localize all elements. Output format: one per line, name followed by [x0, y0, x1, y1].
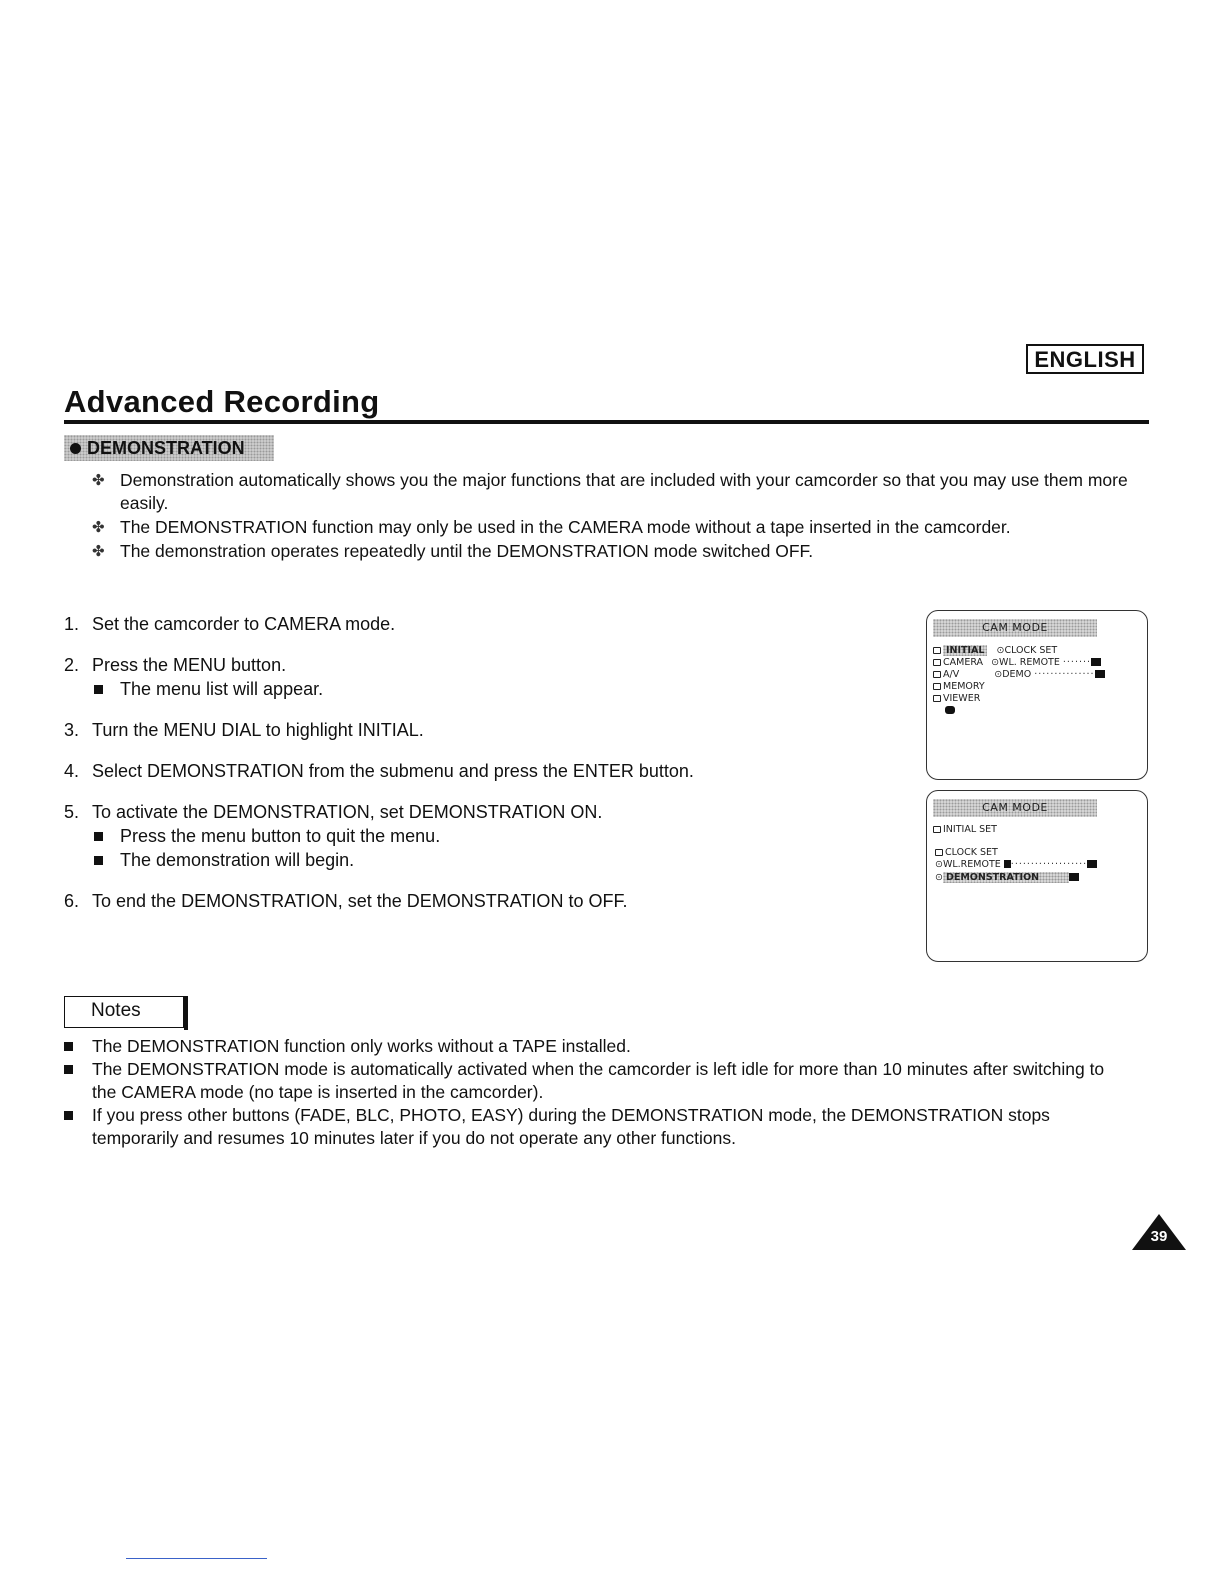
step-text: Turn the MENU DIAL to highlight INITIAL.: [92, 720, 424, 740]
folder-icon: [933, 826, 941, 833]
submenu-item: CLOCK SET: [945, 847, 998, 858]
notes-list: [64, 1035, 1114, 1150]
radio-icon: ⊙: [994, 669, 1003, 680]
notes-label: Notes: [64, 996, 184, 1028]
menu-row: [935, 872, 1079, 883]
menu-row: [933, 693, 980, 704]
page-number: [1131, 1213, 1187, 1251]
dot-leader: ·······: [1062, 657, 1092, 668]
step-subitem: Press the menu button to quit the menu.: [92, 824, 904, 848]
menu-row: [933, 681, 985, 692]
submenu-item: WL. REMOTE: [999, 657, 1060, 668]
menu-screen-1: [926, 610, 1148, 780]
folder-icon: [933, 683, 941, 690]
menu-item: MEMORY: [943, 681, 985, 692]
step-6: [64, 889, 904, 913]
step-subitem: The demonstration will begin.: [92, 848, 904, 872]
intro-item: ✤ The DEMONSTRATION function may only be used in the CAMERA mode without a tape inserted in the camcorder.: [92, 517, 1011, 537]
step-1: [64, 612, 904, 636]
step-5: [64, 800, 904, 872]
submenu-item: CLOCK SET: [1004, 645, 1058, 656]
screen-header: CAM MODE: [933, 799, 1097, 817]
diamond-bullet-icon: ✤: [92, 519, 105, 536]
title-divider: [64, 420, 1149, 424]
square-bullet-icon: [94, 685, 103, 694]
footer-line: [126, 1558, 267, 1559]
square-bullet-icon: [64, 1111, 73, 1120]
folder-icon: [933, 647, 941, 654]
menu-screen-2: [926, 790, 1148, 962]
dot-leader: ···················: [1010, 859, 1088, 870]
radio-icon: ⊙: [935, 872, 943, 883]
section-label: DEMONSTRATION: [87, 438, 245, 458]
remote-icon: [1004, 860, 1011, 868]
intro-item: ✤ The demonstration operates repeatedly until the DEMONSTRATION mode switched OFF.: [92, 541, 814, 561]
step-number: 1.: [64, 614, 80, 634]
radio-icon: ⊙: [996, 645, 1005, 656]
intro-item: ✤ Demonstration automatically shows you the major functions that are included with your camcorder so that you may use them more easily.: [92, 470, 1128, 513]
menu-row: [935, 859, 1097, 870]
page-title: Advanced Recording: [64, 384, 380, 419]
step-number: 2.: [64, 655, 80, 675]
square-bullet-icon: [94, 832, 103, 841]
diamond-bullet-icon: ✤: [92, 472, 105, 489]
folder-icon: [933, 671, 941, 678]
menu-item: A/V: [943, 669, 960, 680]
menu-row: [933, 657, 1101, 668]
step-subitem: The menu list will appear.: [92, 677, 904, 701]
step-number: 5.: [64, 802, 80, 822]
step-text: Press the MENU button.: [92, 655, 287, 675]
value-block-icon: [1095, 670, 1105, 678]
square-bullet-icon: [64, 1065, 73, 1074]
folder-icon: [933, 695, 941, 702]
page-number-text: 39: [1150, 1228, 1168, 1245]
dot-leader: ···············: [1034, 669, 1095, 680]
submenu-item: DEMO: [1002, 669, 1032, 680]
menu-row: [933, 645, 1057, 656]
step-text: Set the camcorder to CAMERA mode.: [92, 614, 396, 634]
intro-list: [92, 469, 1142, 564]
step-number: 3.: [64, 720, 80, 740]
menu-row: [933, 824, 997, 835]
steps-list: [64, 612, 904, 930]
radio-icon: ⊙: [991, 657, 1000, 668]
value-block-icon: [1087, 860, 1097, 868]
step-text: To end the DEMONSTRATION, set the DEMONSTRATION to OFF.: [92, 891, 628, 911]
value-block-icon: [1091, 658, 1101, 666]
folder-icon: [933, 659, 941, 666]
language-badge: ENGLISH: [1026, 344, 1144, 374]
step-4: [64, 759, 904, 783]
menu-row: [945, 705, 955, 716]
folder-icon: [935, 849, 943, 856]
note-item: If you press other buttons (FADE, BLC, PHOTO, EASY) during the DEMONSTRATION mode, the DEMONSTRATION stops temporarily and resumes 10 minutes later if you do not operate any other functions.: [64, 1104, 1114, 1150]
note-item: The DEMONSTRATION mode is automatically activated when the camcorder is left idle for more than 10 minutes after switching to the CAMERA mode (no tape is inserted in the camcorder).: [64, 1058, 1114, 1104]
menu-item: VIEWER: [943, 693, 981, 704]
submenu-item: WL.REMOTE: [942, 859, 1001, 870]
menu-item-initial: INITIAL: [943, 645, 987, 656]
radio-icon: ⊙: [935, 859, 943, 870]
step-number: 6.: [64, 891, 80, 911]
square-bullet-icon: [94, 856, 103, 865]
menu-row: [933, 669, 1105, 680]
note-item: The DEMONSTRATION function only works without a TAPE installed.: [64, 1035, 1114, 1058]
step-2: [64, 653, 904, 701]
step-text: Select DEMONSTRATION from the submenu and press the ENTER button.: [92, 761, 694, 781]
diamond-bullet-icon: ✤: [92, 543, 105, 560]
section-heading: [64, 435, 274, 461]
submenu-title: INITIAL SET: [943, 824, 997, 835]
submenu-item-demonstration: DEMONSTRATION: [943, 872, 1069, 883]
step-text: To activate the DEMONSTRATION, set DEMONSTRATION ON.: [92, 802, 603, 822]
menu-row: [935, 847, 998, 858]
tape-icon: [945, 706, 955, 714]
value-block-icon: [1069, 873, 1079, 881]
step-number: 4.: [64, 761, 80, 781]
menu-item: CAMERA: [943, 657, 984, 668]
bullet-dot-icon: [70, 443, 81, 454]
screen-header: CAM MODE: [933, 619, 1097, 637]
step-3: [64, 718, 904, 742]
square-bullet-icon: [64, 1042, 73, 1051]
